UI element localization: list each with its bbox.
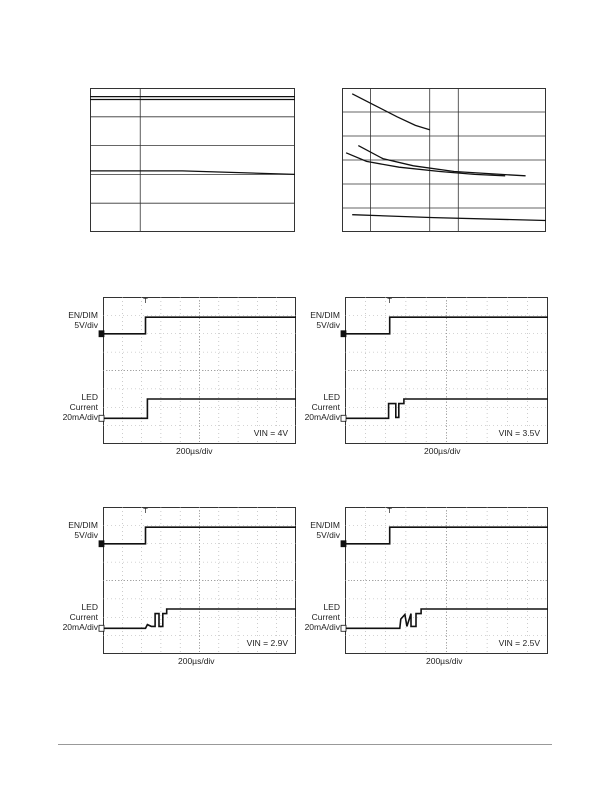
series-trace-3 — [346, 153, 505, 176]
scope3-ch1-name: EN/DIM — [68, 520, 98, 530]
scope1-ch2-scale: 20mA/div — [62, 412, 98, 422]
scope-3-svg — [103, 507, 296, 654]
scope1-xlabel: 200µs/div — [176, 446, 213, 456]
scope1-ch2-label — [40, 392, 98, 422]
scope2-xlabel: 200µs/div — [424, 446, 461, 456]
scope1-ch1-name: EN/DIM — [68, 310, 98, 320]
scope3-ch1-label — [40, 520, 98, 540]
trigger-marker: T — [143, 507, 148, 515]
scope3-ch2-label — [40, 602, 98, 632]
scope-4 — [345, 507, 548, 654]
scope4-ch2-name: LED — [323, 602, 340, 612]
scope1-ch1-label — [40, 310, 98, 330]
channel-marker-1 — [99, 331, 104, 337]
trigger-marker: T — [387, 507, 392, 515]
channel-marker-1 — [341, 331, 346, 337]
scope4-vin: VIN = 2.5V — [498, 638, 540, 648]
scope3-ch2-scale: 20mA/div — [62, 622, 98, 632]
top-right-chart-svg — [342, 88, 546, 232]
scope3-ch2-name: LED — [81, 602, 98, 612]
plot-frame — [91, 89, 295, 232]
scope4-ch2-label — [282, 602, 340, 632]
scope4-ch2-sub: Current — [311, 612, 340, 622]
series-trace-4 — [352, 215, 546, 221]
channel-marker-2 — [341, 415, 346, 421]
scope4-ch1-label — [282, 520, 340, 540]
scope2-ch2-sub: Current — [311, 402, 340, 412]
scope-2 — [345, 297, 548, 444]
scope-1-svg — [103, 297, 296, 444]
top-left-chart — [90, 88, 295, 232]
footer-rule — [58, 744, 552, 745]
scope4-ch2-scale: 20mA/div — [304, 622, 340, 632]
scope2-ch2-scale: 20mA/div — [304, 412, 340, 422]
scope-1 — [103, 297, 296, 444]
scope1-ch2-name: LED — [81, 392, 98, 402]
scope3-xlabel: 200µs/div — [178, 656, 215, 666]
scope3-vin: VIN = 2.9V — [246, 638, 288, 648]
channel-marker-1 — [341, 541, 346, 547]
scope2-ch1-name: EN/DIM — [310, 310, 340, 320]
channel-marker-1 — [99, 541, 104, 547]
trigger-marker: T — [387, 297, 392, 305]
scope4-ch1-scale: 5V/div — [316, 530, 340, 540]
scope3-ch2-sub: Current — [69, 612, 98, 622]
scope1-ch2-sub: Current — [69, 402, 98, 412]
scope-4-svg — [345, 507, 548, 654]
scope2-ch1-label — [282, 310, 340, 330]
scope3-ch1-scale: 5V/div — [74, 530, 98, 540]
channel-marker-2 — [341, 625, 346, 631]
channel-marker-2 — [99, 625, 104, 631]
scope4-ch1-name: EN/DIM — [310, 520, 340, 530]
top-right-chart — [342, 88, 546, 232]
channel-marker-2 — [99, 415, 104, 421]
series-trace-3 — [90, 171, 295, 175]
scope4-xlabel: 200µs/div — [426, 656, 463, 666]
scope2-ch2-name: LED — [323, 392, 340, 402]
scope-2-svg — [345, 297, 548, 444]
top-left-chart-svg — [90, 88, 295, 232]
scope2-vin: VIN = 3.5V — [498, 428, 540, 438]
trigger-marker: T — [143, 297, 148, 305]
scope-3 — [103, 507, 296, 654]
scope1-vin: VIN = 4V — [253, 428, 288, 438]
scope1-ch1-scale: 5V/div — [74, 320, 98, 330]
scope2-ch2-label — [282, 392, 340, 422]
scope2-ch1-scale: 5V/div — [316, 320, 340, 330]
